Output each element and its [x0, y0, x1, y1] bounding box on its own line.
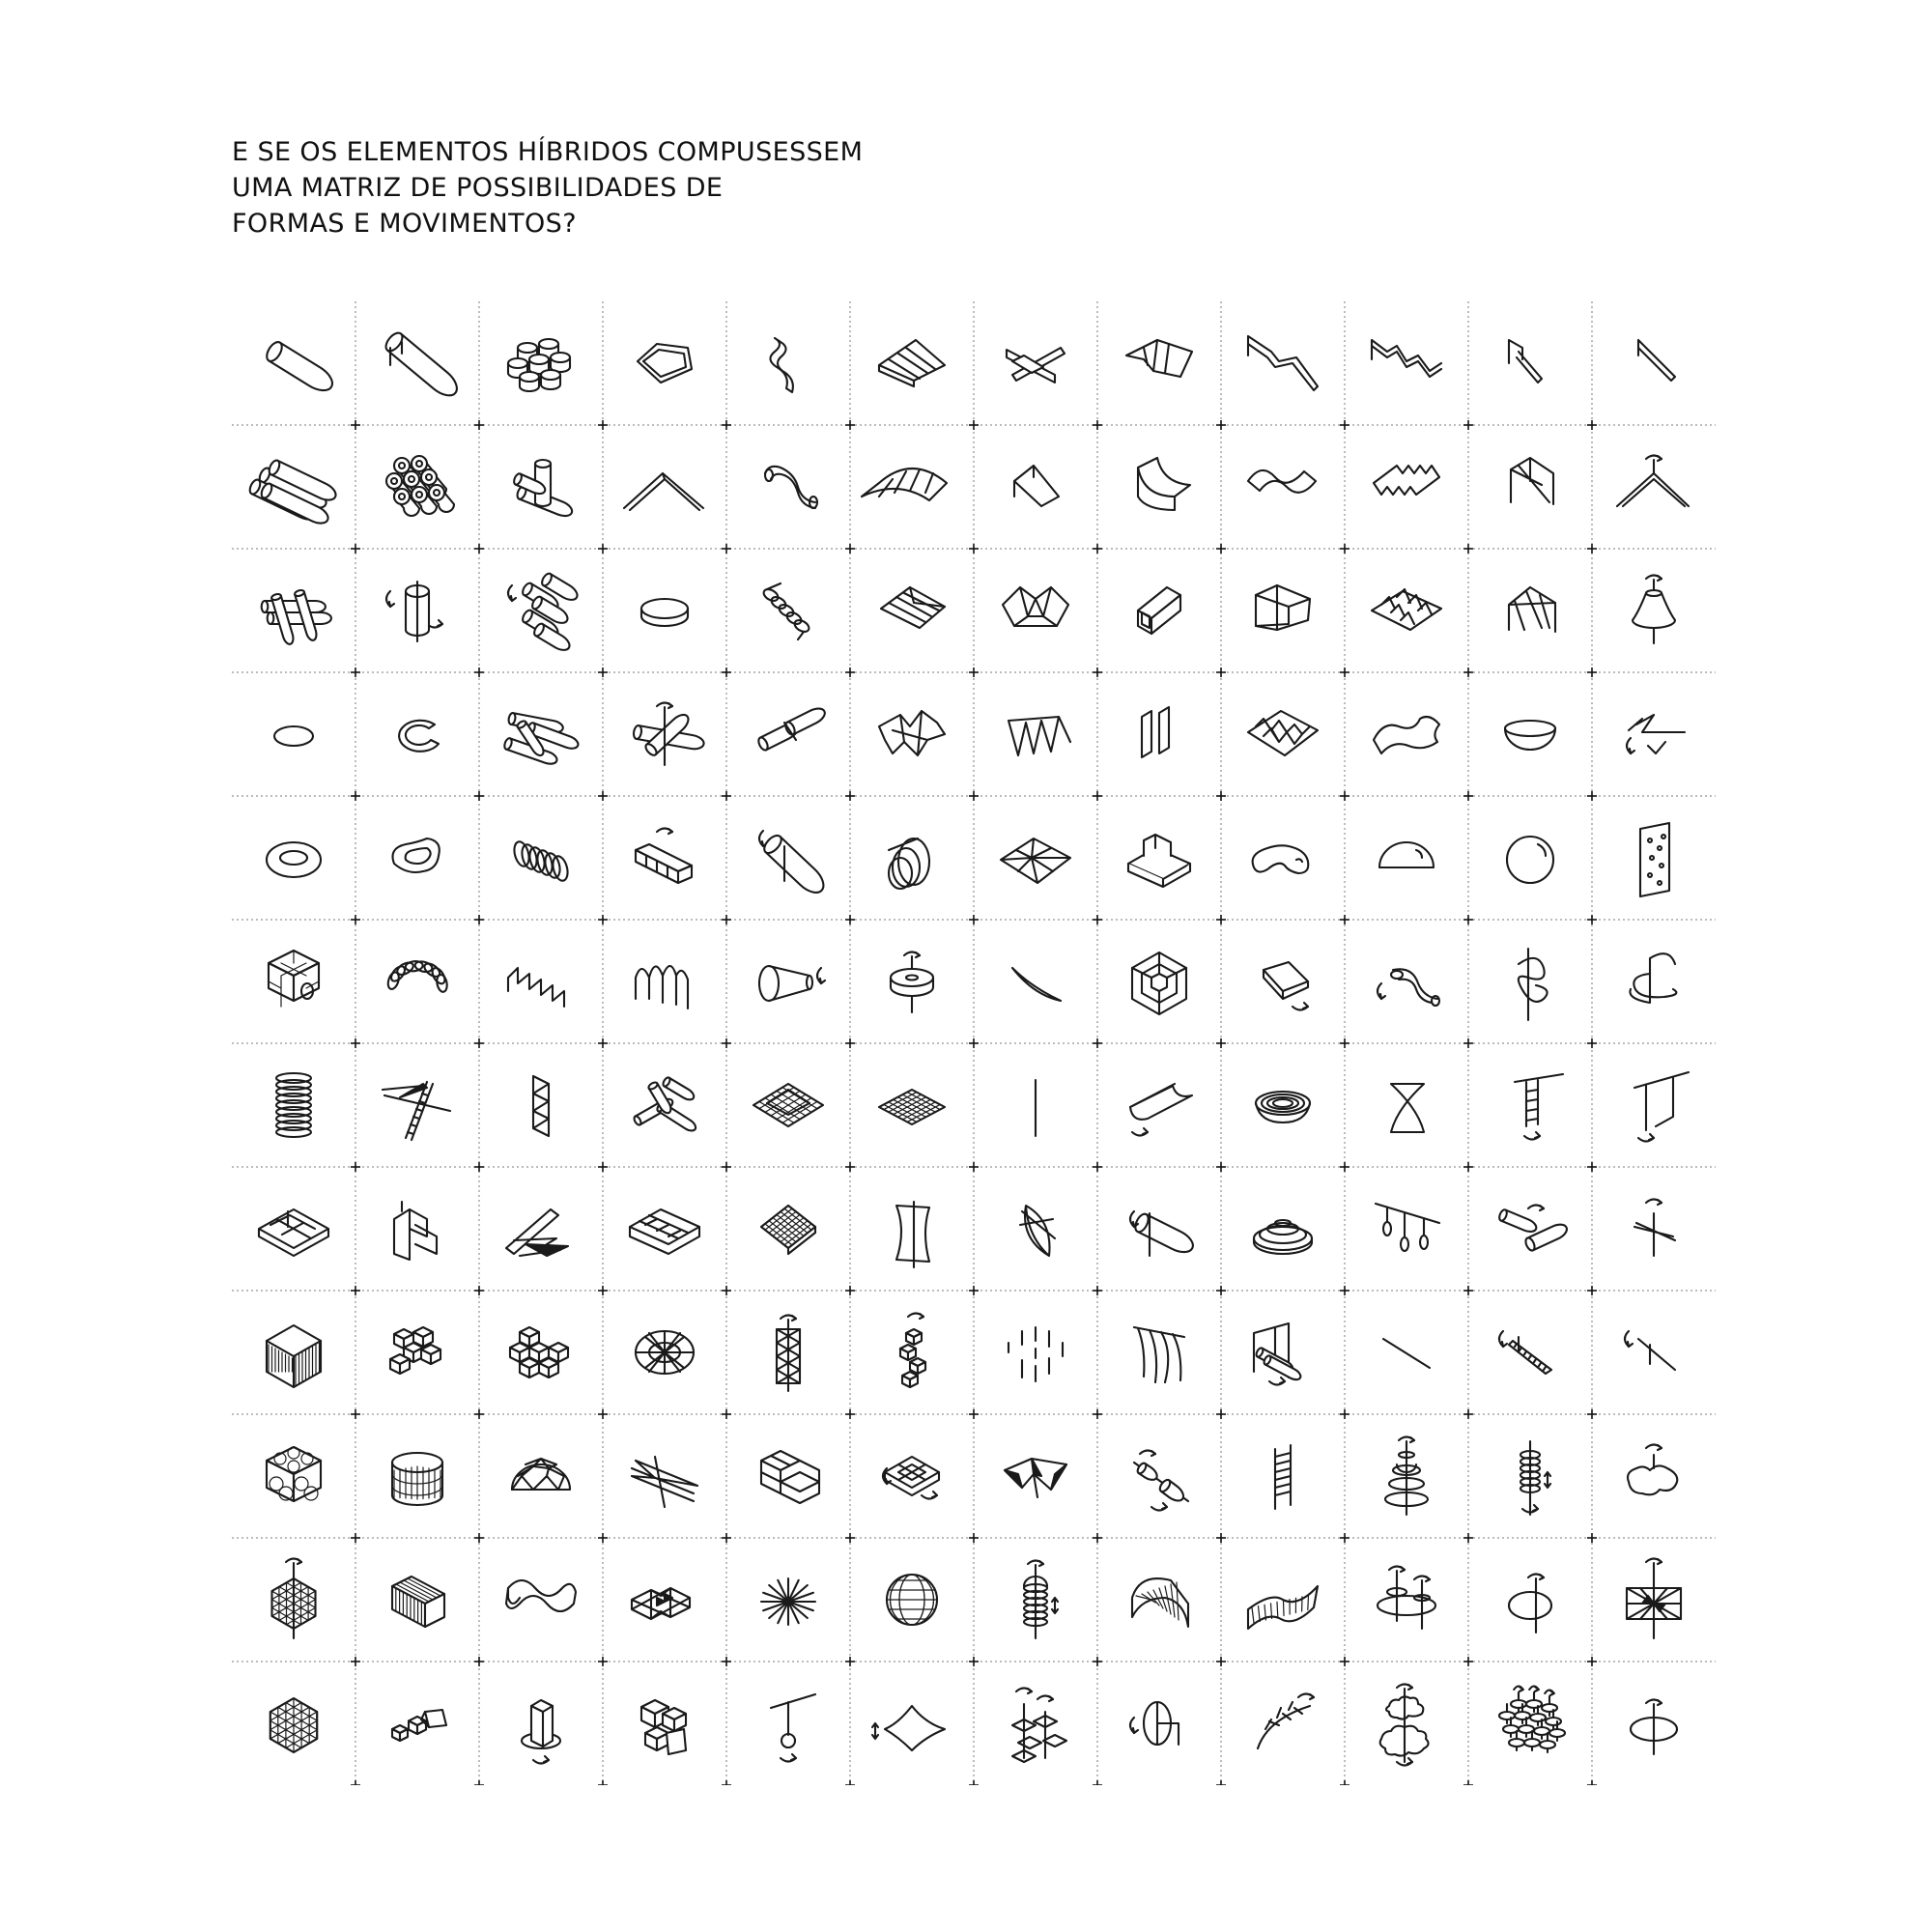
vertical-coil-icon — [232, 1043, 355, 1167]
rotating-box-on-disc-icon-drawing — [479, 1662, 603, 1785]
faceted-dome-icon-drawing — [974, 796, 1097, 920]
rotating-disc-stack-icon-drawing — [1345, 1414, 1468, 1538]
rotating-triangulated-hexagon-icon — [232, 1538, 355, 1662]
globe-icon-drawing — [850, 1538, 974, 1662]
branching-pipes-icon-drawing — [603, 1043, 726, 1167]
rotating-flower-icon-drawing — [1345, 1662, 1468, 1785]
rotating-vertical-coil-icon — [1468, 1414, 1592, 1538]
concentric-bowl-icon — [1221, 1043, 1345, 1167]
zigzag-ramp-icon — [1221, 301, 1345, 425]
lattice-frame-icon-drawing — [603, 1538, 726, 1662]
rotating-rocker-icon-drawing — [1221, 920, 1345, 1043]
folded-prism-icon — [603, 1414, 726, 1538]
folded-plate-icon-drawing — [850, 549, 974, 672]
maze-icon — [232, 1167, 355, 1291]
rotating-tube-bundle-icon-drawing — [479, 549, 603, 672]
grid-pyramid-icon-drawing — [726, 1043, 850, 1167]
c-ring-icon — [355, 672, 479, 796]
rotating-gable-icon-drawing — [1592, 425, 1716, 549]
half-dome-icon-drawing — [1345, 796, 1468, 920]
peak-strip-icon-drawing — [603, 425, 726, 549]
hanging-rings-icon-drawing — [1345, 1167, 1468, 1291]
half-dome-icon — [1345, 796, 1468, 920]
stacked-cubes-icon-drawing — [603, 1662, 726, 1785]
folded-roof-icon-drawing — [1097, 301, 1221, 425]
log-raft-icon — [232, 549, 355, 672]
twin-panels-icon — [1097, 672, 1221, 796]
ellipse-icon-drawing — [232, 672, 355, 796]
curved-panel-icon-drawing — [850, 1167, 974, 1291]
curved-pipe-icon — [726, 425, 850, 549]
thin-curved-blade-icon-drawing — [974, 920, 1097, 1043]
hatched-saddle-icon — [1221, 1538, 1345, 1662]
rotating-cone-icon-drawing — [1592, 549, 1716, 672]
diagonal-ramp-icon — [974, 425, 1097, 549]
wavy-strip-icon-drawing — [726, 301, 850, 425]
rotating-diamond-chain-icon — [974, 1662, 1097, 1785]
stepped-disc-icon — [1221, 1167, 1345, 1291]
rotating-pendulum-icon-drawing — [726, 1662, 850, 1785]
bent-band-icon-drawing — [603, 301, 726, 425]
stepped-disc-icon-drawing — [1221, 1167, 1345, 1291]
cube-with-hole-icon — [232, 920, 355, 1043]
bubble-cube-icon-drawing — [232, 1414, 355, 1538]
crumpled-strips-icon — [850, 672, 974, 796]
rotating-ellipse-icon — [1468, 1538, 1592, 1662]
slanted-bar-icon — [1592, 301, 1716, 425]
rotating-elbow-icon-drawing — [1345, 920, 1468, 1043]
rotating-pipe-frame-icon-drawing — [1221, 1291, 1345, 1414]
stair-wedge-icon-drawing — [479, 1167, 603, 1291]
funnel-box-icon — [1221, 549, 1345, 672]
block-cluster-icon-drawing — [355, 1291, 479, 1414]
hex-tube-bundle-icon-drawing — [355, 425, 479, 549]
split-tube-icon — [726, 672, 850, 796]
rotating-flat-ellipse-icon-drawing — [1592, 1662, 1716, 1785]
branching-pipes-icon — [603, 1043, 726, 1167]
lens-sail-icon — [974, 1167, 1097, 1291]
diagonal-line-icon-drawing — [1345, 1291, 1468, 1414]
sphere-icon-drawing — [1468, 796, 1592, 920]
drooping-arches-icon — [603, 920, 726, 1043]
cylindrical-mesh-icon — [355, 1414, 479, 1538]
perforated-panel-icon — [1592, 796, 1716, 920]
block-rows-icon — [603, 1167, 726, 1291]
maze-icon-drawing — [232, 1167, 355, 1291]
rotating-z-bracket-icon — [1592, 672, 1716, 796]
ladder-crossing-icon-drawing — [355, 1043, 479, 1167]
faceted-terrain-icon — [1221, 672, 1345, 796]
geodesic-disc-icon — [603, 1291, 726, 1414]
nested-hexagon-icon-drawing — [1097, 920, 1221, 1043]
rotating-flower-icon — [1345, 1662, 1468, 1785]
hourglass-icon — [1345, 1043, 1468, 1167]
tube-on-legs-icon — [355, 301, 479, 425]
twin-panels-icon-drawing — [1097, 672, 1221, 796]
hatched-arch-icon-drawing — [1097, 1538, 1221, 1662]
scattered-logs-icon-drawing — [479, 672, 603, 796]
shape-matrix — [232, 301, 1716, 1785]
bubble-cube-icon — [232, 1414, 355, 1538]
rotating-cross-pipe-icon-drawing — [603, 672, 726, 796]
rotating-twin-tubes-icon — [1468, 1167, 1592, 1291]
tube-icon — [232, 301, 355, 425]
lens-sail-icon-drawing — [974, 1167, 1097, 1291]
zigzag-steps-icon — [1345, 301, 1468, 425]
vertical-line-icon — [974, 1043, 1097, 1167]
square-tube-icon — [1097, 549, 1221, 672]
telescoping-cone-icon-drawing — [850, 796, 974, 920]
block-rows-icon-drawing — [603, 1167, 726, 1291]
rotating-tube-bundle-icon — [479, 549, 603, 672]
c-ring-icon-drawing — [355, 672, 479, 796]
wavy-cloth-icon — [1345, 672, 1468, 796]
rotating-small-bar-icon-drawing — [1592, 1291, 1716, 1414]
hanging-strands-icon — [1097, 1291, 1221, 1414]
drooping-arches-icon-drawing — [603, 920, 726, 1043]
title-line-2: UMA MATRIZ DE POSSIBILIDADES DE — [232, 173, 724, 203]
corrugated-sheet-icon — [1345, 425, 1468, 549]
disc-icon-drawing — [603, 549, 726, 672]
pipe-junction-icon — [479, 425, 603, 549]
rotating-branch-icon — [1221, 1662, 1345, 1785]
rotating-hanging-tray-icon-drawing — [1592, 1043, 1716, 1167]
thin-curved-blade-icon — [974, 920, 1097, 1043]
folded-column-icon — [479, 1043, 603, 1167]
triangulated-hexagon-icon — [232, 1662, 355, 1785]
concentric-bowl-icon-drawing — [1221, 1043, 1345, 1167]
rotating-diamond-chain-icon-drawing — [974, 1662, 1097, 1785]
coil-spring-icon — [479, 796, 603, 920]
rotating-slanted-panel-icon — [1592, 1167, 1716, 1291]
blob-ring-icon-drawing — [355, 796, 479, 920]
square-tube-icon-drawing — [1097, 549, 1221, 672]
cylinder-cluster-icon-drawing — [479, 301, 603, 425]
small-ramp-icon-drawing — [1468, 301, 1592, 425]
rotating-small-bar-icon — [1592, 1291, 1716, 1414]
geodesic-dome-icon — [479, 1414, 603, 1538]
rotating-gutter-icon — [1097, 1043, 1221, 1167]
block-cluster-icon — [355, 1291, 479, 1414]
rotating-ellipse-hook-icon — [1097, 1662, 1221, 1785]
cube-stair-icon — [479, 1291, 603, 1414]
hanging-rings-icon — [1345, 1167, 1468, 1291]
rotating-gutter-icon-drawing — [1097, 1043, 1221, 1167]
stacked-cubes-icon — [603, 1662, 726, 1785]
vertical-ladder-icon-drawing — [1221, 1414, 1345, 1538]
crossed-beams-icon-drawing — [974, 301, 1097, 425]
rotating-pipe-joints-icon-drawing — [1097, 1414, 1221, 1538]
triangle-canopy-icon — [974, 1414, 1097, 1538]
lattice-frame-icon — [603, 1538, 726, 1662]
folded-plate-icon — [850, 549, 974, 672]
rotating-cross-pipe-icon — [603, 672, 726, 796]
tube-on-legs-icon-drawing — [355, 301, 479, 425]
stepped-roof-icon — [850, 301, 974, 425]
sawtooth-icon — [479, 920, 603, 1043]
notched-block-icon-drawing — [1097, 796, 1221, 920]
tilted-cubes-icon — [355, 1662, 479, 1785]
hatched-saddle-icon-drawing — [1221, 1538, 1345, 1662]
half-pipe-icon-drawing — [1097, 425, 1221, 549]
rotating-cylinder-icon-drawing — [355, 549, 479, 672]
title-line-1: E SE OS ELEMENTOS HÍBRIDOS COMPUSESSEM — [232, 137, 864, 167]
spiral-stair-icon — [1592, 920, 1716, 1043]
wavy-cloth-icon-drawing — [1345, 672, 1468, 796]
diagonal-ramp-icon-drawing — [974, 425, 1097, 549]
globe-icon — [850, 1538, 974, 1662]
curved-pipe-icon-drawing — [726, 425, 850, 549]
slinky-icon — [355, 920, 479, 1043]
rotating-ellipse-hook-icon-drawing — [1097, 1662, 1221, 1785]
cylindrical-mesh-icon-drawing — [355, 1414, 479, 1538]
slinky-icon-drawing — [355, 920, 479, 1043]
hatched-block-icon-drawing — [355, 1538, 479, 1662]
rotating-spring-stack-icon-drawing — [974, 1538, 1097, 1662]
rotating-disc-stack-icon — [1345, 1414, 1468, 1538]
ladder-crossing-icon — [355, 1043, 479, 1167]
hatched-block-icon — [355, 1538, 479, 1662]
cube-stair-icon-drawing — [479, 1291, 603, 1414]
rotating-cylinder-icon — [355, 549, 479, 672]
bean-icon-drawing — [1221, 796, 1345, 920]
grid-surface-icon-drawing — [850, 1043, 974, 1167]
rotating-disc-icon — [850, 920, 974, 1043]
rotating-branch-icon-drawing — [1221, 1662, 1345, 1785]
starburst-icon-drawing — [726, 1538, 850, 1662]
rotating-elbow-icon — [1345, 920, 1468, 1043]
rotating-hanging-ladder-icon-drawing — [1468, 1043, 1592, 1167]
vaulted-roof-icon-drawing — [850, 425, 974, 549]
rotating-disc-array-icon — [1468, 1662, 1592, 1785]
crossed-poles-icon-drawing — [1468, 425, 1592, 549]
rotating-twin-tubes-icon-drawing — [1468, 1167, 1592, 1291]
triangulated-block-icon — [726, 1414, 850, 1538]
slanted-bar-icon-drawing — [1592, 301, 1716, 425]
l-panels-icon-drawing — [355, 1167, 479, 1291]
grid-surface-icon — [850, 1043, 974, 1167]
rotating-hanging-tray-icon — [1592, 1043, 1716, 1167]
grid-slab-icon — [726, 1167, 850, 1291]
rotating-cone-tube-icon-drawing — [726, 920, 850, 1043]
triangle-canopy-icon-drawing — [974, 1414, 1097, 1538]
pleated-fan-icon — [974, 672, 1097, 796]
rotating-hanging-ladder-icon — [1468, 1043, 1592, 1167]
hatched-arch-icon — [1097, 1538, 1221, 1662]
vertical-coil-icon-drawing — [232, 1043, 355, 1167]
spiral-stair-icon-drawing — [1592, 920, 1716, 1043]
hourglass-icon-drawing — [1345, 1043, 1468, 1167]
zigzag-steps-icon-drawing — [1345, 301, 1468, 425]
crossed-beams-icon — [974, 301, 1097, 425]
rotating-blob-icon — [1592, 1414, 1716, 1538]
rotating-hatched-bar-icon — [1468, 1291, 1592, 1414]
l-panels-icon — [355, 1167, 479, 1291]
ellipse-icon — [232, 672, 355, 796]
hatched-hexagon-icon-drawing — [232, 1291, 355, 1414]
small-ramp-icon — [1468, 301, 1592, 425]
tube-icon-drawing — [232, 301, 355, 425]
spiral-helix-icon — [1468, 920, 1592, 1043]
triangulated-hexagon-icon-drawing — [232, 1662, 355, 1785]
saddle-membrane-icon — [850, 1662, 974, 1785]
saddle-membrane-icon-drawing — [850, 1662, 974, 1785]
rotating-cube-tray-icon-drawing — [850, 1414, 974, 1538]
origami-star-icon — [974, 549, 1097, 672]
starburst-icon — [726, 1538, 850, 1662]
cylinder-cluster-icon — [479, 301, 603, 425]
perforated-panel-icon-drawing — [1592, 796, 1716, 920]
crossed-poles-icon — [1468, 425, 1592, 549]
vaulted-roof-icon — [850, 425, 974, 549]
rotating-lattice-tower-icon — [726, 1291, 850, 1414]
rotating-star-frame-icon — [1592, 1538, 1716, 1662]
hex-tube-bundle-icon — [355, 425, 479, 549]
rotating-box-on-disc-icon — [479, 1662, 603, 1785]
blob-ring-icon — [355, 796, 479, 920]
rotating-pendulum-icon — [726, 1662, 850, 1785]
pyramid-field-icon — [1345, 549, 1468, 672]
page-title — [232, 134, 863, 242]
telescoping-cone-icon — [850, 796, 974, 920]
split-tube-icon-drawing — [726, 672, 850, 796]
rotating-cone-tube-icon — [726, 920, 850, 1043]
rotating-disc-cluster-icon-drawing — [1345, 1538, 1468, 1662]
rotating-pipe-frame-icon — [1221, 1291, 1345, 1414]
log-raft-icon-drawing — [232, 549, 355, 672]
rotating-blob-icon-drawing — [1592, 1414, 1716, 1538]
hanging-strands-icon-drawing — [1097, 1291, 1221, 1414]
vertical-line-icon-drawing — [974, 1043, 1097, 1167]
rotating-ellipse-icon-drawing — [1468, 1538, 1592, 1662]
triangulated-block-icon-drawing — [726, 1414, 850, 1538]
rotating-roller-icon-drawing — [1097, 1167, 1221, 1291]
rotating-gable-icon — [1592, 425, 1716, 549]
s-ribbon-icon-drawing — [479, 1538, 603, 1662]
wavy-strip-icon — [726, 301, 850, 425]
tube-stack-icon-drawing — [232, 425, 355, 549]
folded-prism-icon-drawing — [603, 1414, 726, 1538]
rotating-rocker-icon — [1221, 920, 1345, 1043]
rotating-triangulated-hexagon-icon-drawing — [232, 1538, 355, 1662]
pleated-fan-icon-drawing — [974, 672, 1097, 796]
stepped-roof-icon-drawing — [850, 301, 974, 425]
sphere-icon — [1468, 796, 1592, 920]
folded-roof-icon — [1097, 301, 1221, 425]
rotating-block-tower-icon-drawing — [850, 1291, 974, 1414]
rotating-block-tower-icon — [850, 1291, 974, 1414]
coiled-tube-icon-drawing — [726, 549, 850, 672]
rotating-disc-cluster-icon — [1345, 1538, 1468, 1662]
folded-column-icon-drawing — [479, 1043, 603, 1167]
rotating-slanted-panel-icon-drawing — [1592, 1167, 1716, 1291]
cube-with-hole-icon-drawing — [232, 920, 355, 1043]
torus-icon — [232, 796, 355, 920]
faceted-dome-icon — [974, 796, 1097, 920]
title-line-3: FORMAS E MOVIMENTOS? — [232, 209, 577, 239]
geodesic-disc-icon-drawing — [603, 1291, 726, 1414]
zigzag-ramp-icon-drawing — [1221, 301, 1345, 425]
disc-icon — [603, 549, 726, 672]
sawtooth-icon-drawing — [479, 920, 603, 1043]
rotating-box-row-icon — [603, 796, 726, 920]
leaning-panels-icon — [1468, 549, 1592, 672]
dashed-lines-icon-drawing — [974, 1291, 1097, 1414]
notched-block-icon — [1097, 796, 1221, 920]
rotating-pipe-joints-icon — [1097, 1414, 1221, 1538]
pipe-junction-icon-drawing — [479, 425, 603, 549]
rotating-spring-stack-icon — [974, 1538, 1097, 1662]
origami-star-icon-drawing — [974, 549, 1097, 672]
diagonal-line-icon — [1345, 1291, 1468, 1414]
rotating-cone-icon — [1592, 549, 1716, 672]
corrugated-sheet-icon-drawing — [1345, 425, 1468, 549]
wave-sheet-icon — [1221, 425, 1345, 549]
stair-wedge-icon — [479, 1167, 603, 1291]
rotating-flat-ellipse-icon — [1592, 1662, 1716, 1785]
coiled-tube-icon — [726, 549, 850, 672]
rotating-hatched-bar-icon-drawing — [1468, 1291, 1592, 1414]
funnel-box-icon-drawing — [1221, 549, 1345, 672]
leaning-panels-icon-drawing — [1468, 549, 1592, 672]
scattered-logs-icon — [479, 672, 603, 796]
bean-icon — [1221, 796, 1345, 920]
rotating-tilted-tube-icon — [726, 796, 850, 920]
rotating-z-bracket-icon-drawing — [1592, 672, 1716, 796]
nested-hexagon-icon — [1097, 920, 1221, 1043]
coil-spring-icon-drawing — [479, 796, 603, 920]
geodesic-dome-icon-drawing — [479, 1414, 603, 1538]
tilted-cubes-icon-drawing — [355, 1662, 479, 1785]
bowl-icon — [1468, 672, 1592, 796]
bowl-icon-drawing — [1468, 672, 1592, 796]
torus-icon-drawing — [232, 796, 355, 920]
rotating-disc-icon-drawing — [850, 920, 974, 1043]
rotating-lattice-tower-icon-drawing — [726, 1291, 850, 1414]
spiral-helix-icon-drawing — [1468, 920, 1592, 1043]
rotating-vertical-coil-icon-drawing — [1468, 1414, 1592, 1538]
rotating-tilted-tube-icon-drawing — [726, 796, 850, 920]
rotating-roller-icon — [1097, 1167, 1221, 1291]
peak-strip-icon — [603, 425, 726, 549]
rotating-star-frame-icon-drawing — [1592, 1538, 1716, 1662]
half-pipe-icon — [1097, 425, 1221, 549]
curved-panel-icon — [850, 1167, 974, 1291]
grid-pyramid-icon — [726, 1043, 850, 1167]
crumpled-strips-icon-drawing — [850, 672, 974, 796]
rotating-disc-array-icon-drawing — [1468, 1662, 1592, 1785]
bent-band-icon — [603, 301, 726, 425]
s-ribbon-icon — [479, 1538, 603, 1662]
rotating-box-row-icon-drawing — [603, 796, 726, 920]
vertical-ladder-icon — [1221, 1414, 1345, 1538]
tube-stack-icon — [232, 425, 355, 549]
rotating-cube-tray-icon — [850, 1414, 974, 1538]
dashed-lines-icon — [974, 1291, 1097, 1414]
wave-sheet-icon-drawing — [1221, 425, 1345, 549]
faceted-terrain-icon-drawing — [1221, 672, 1345, 796]
hatched-hexagon-icon — [232, 1291, 355, 1414]
pyramid-field-icon-drawing — [1345, 549, 1468, 672]
grid-slab-icon-drawing — [726, 1167, 850, 1291]
